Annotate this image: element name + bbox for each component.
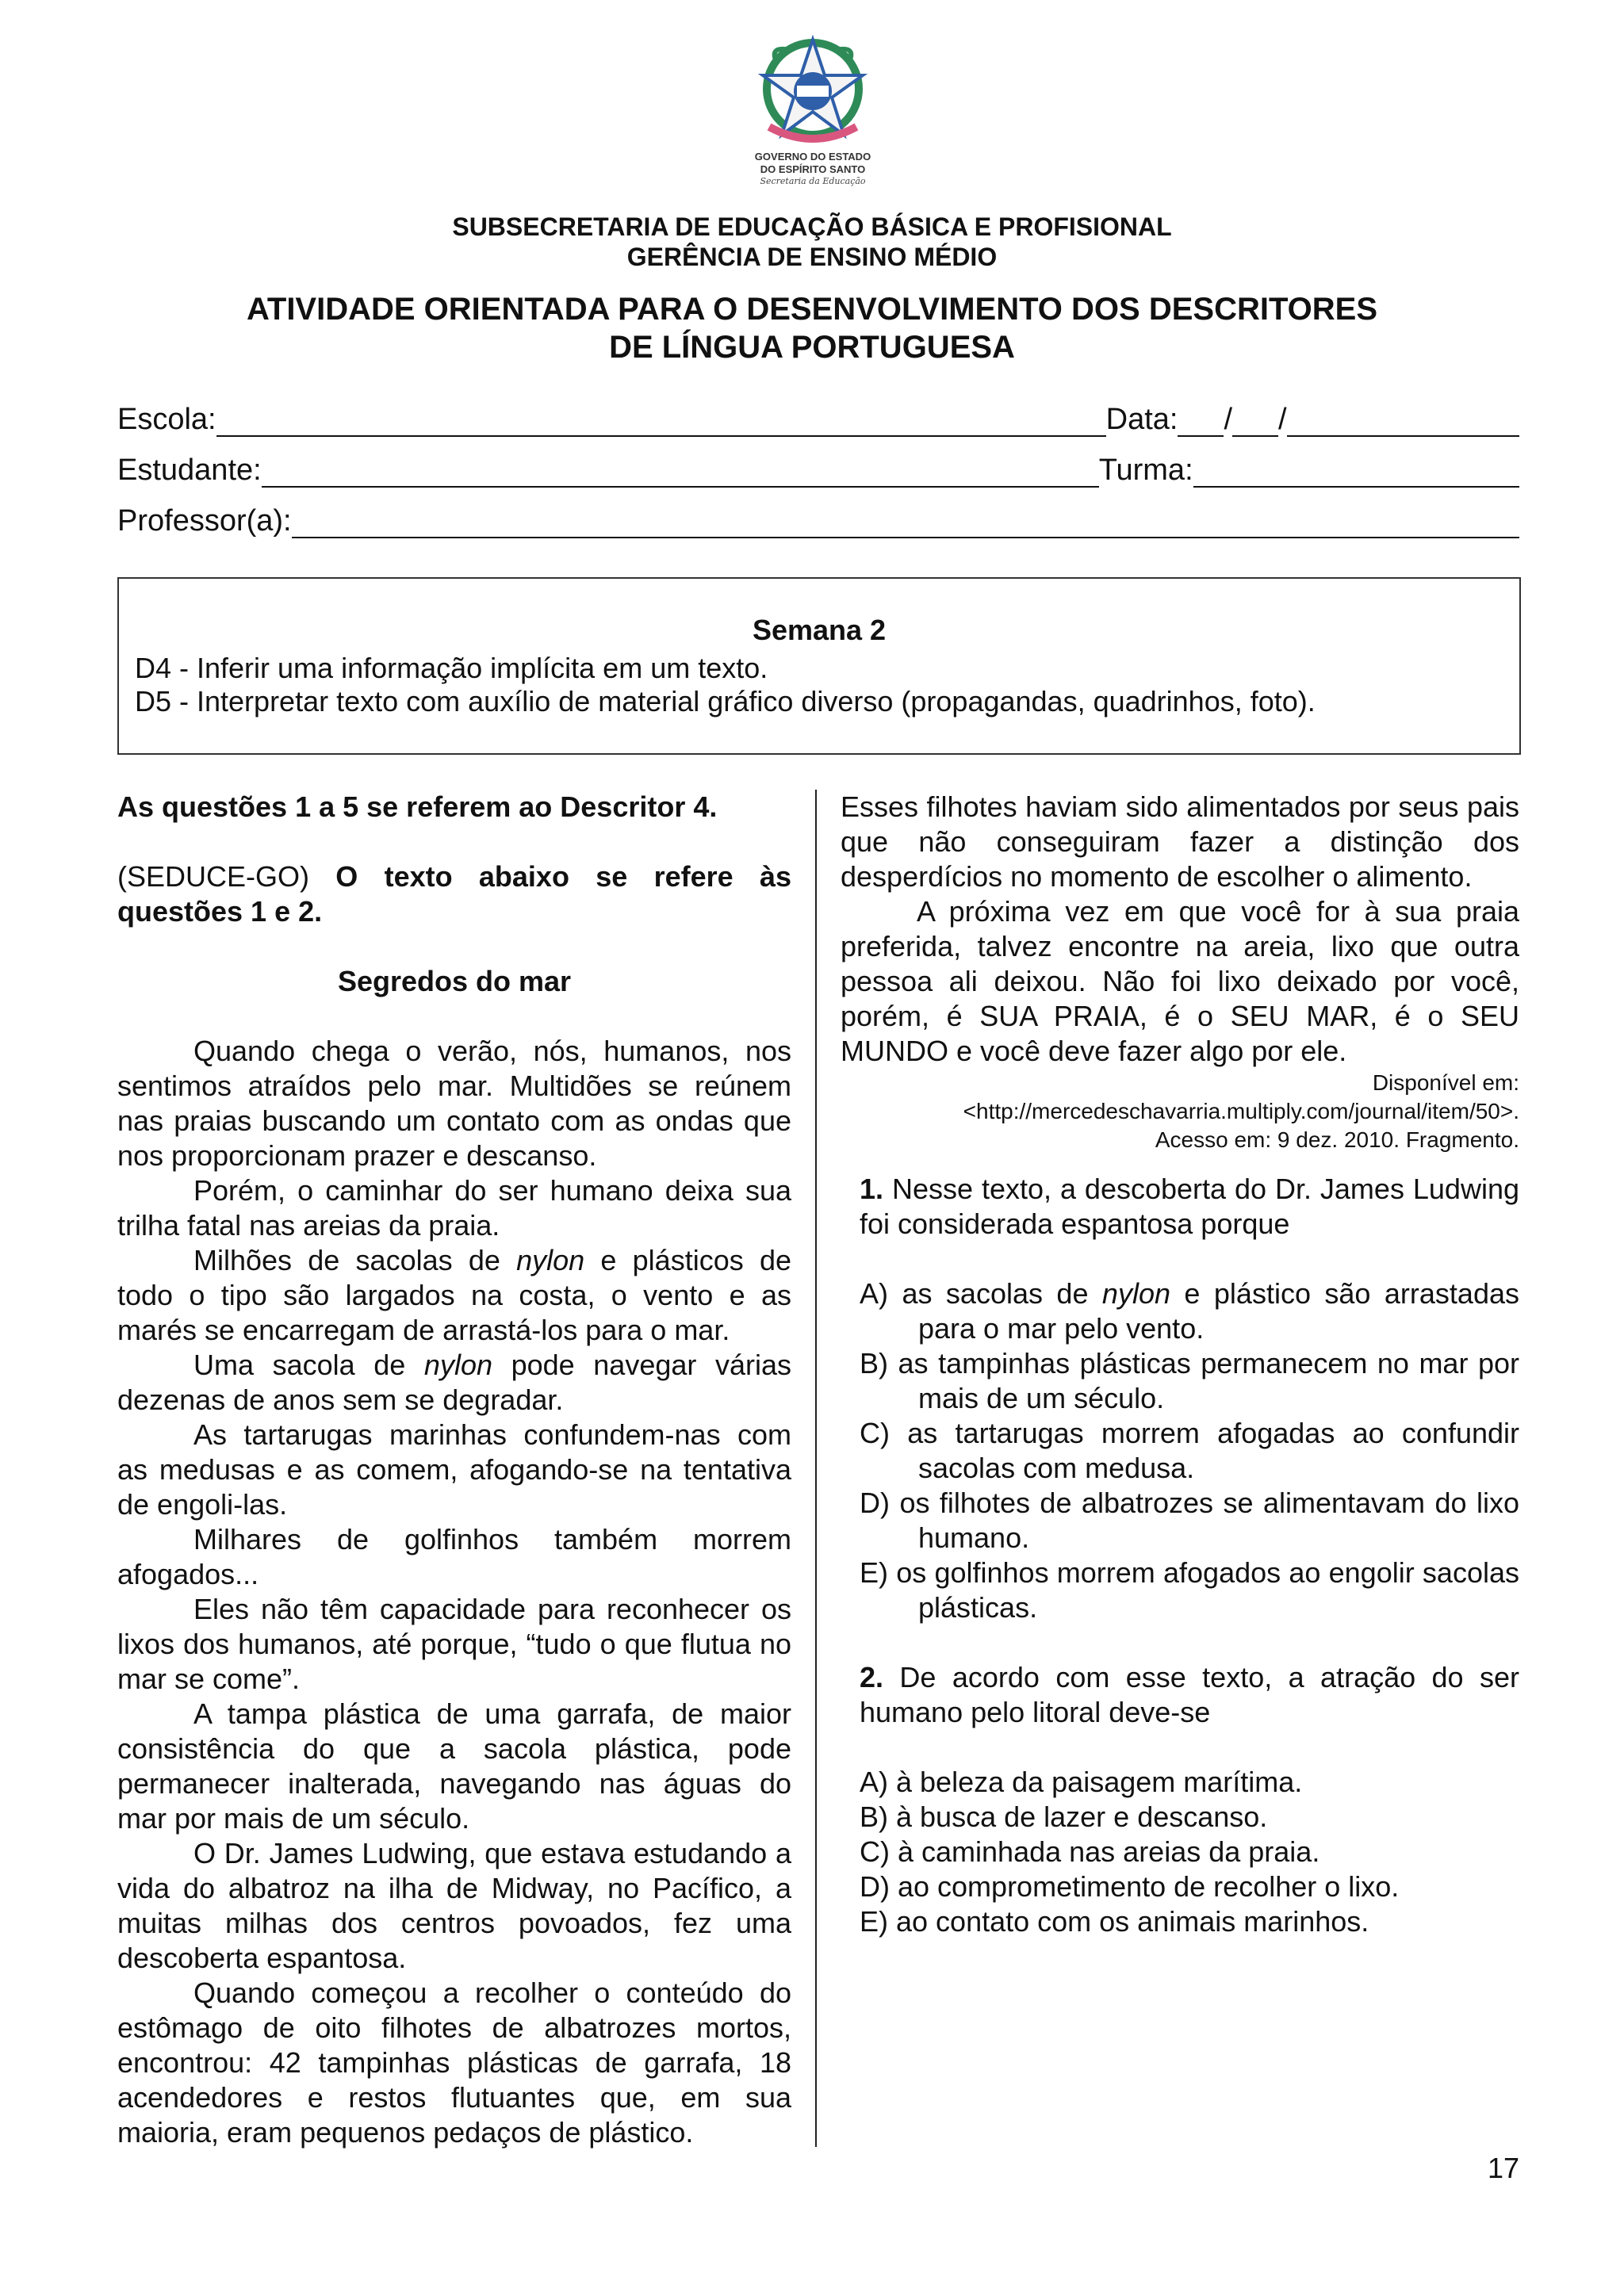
- data-label: Data:: [1105, 403, 1178, 436]
- question-1-option-a[interactable]: [860, 1276, 1519, 1346]
- text-title: Segredos do mar: [337, 965, 572, 997]
- paragraph-3: [117, 1243, 791, 1348]
- escola-field[interactable]: [216, 408, 1106, 437]
- paragraph-4-part-a: Uma sacola de: [193, 1349, 424, 1381]
- paragraph-3-part-b: e plásticos de todo o tipo são largados na costa, o vento e as marés se encarregam de arrastá-los para o mar.: [117, 1244, 791, 1346]
- form-row-professor: [117, 504, 1519, 538]
- logo-text-line1: GOVERNO DO ESTADO: [754, 151, 871, 163]
- source-prefix: (SEDUCE-GO): [117, 860, 336, 893]
- turma-field[interactable]: [1193, 459, 1519, 488]
- week-title: Semana 2: [752, 614, 887, 646]
- paragraph-1: Quando chega o verão, nós, humanos, nos sentimos atraídos pelo mar. Multidões se reúnem nas praias buscando um contato com as ondas que nos proporcionam prazer e descanso.: [117, 1035, 791, 1172]
- column-divider: [815, 790, 817, 2147]
- document-title-line2: DE LÍNGUA PORTUGUESA: [609, 330, 1015, 365]
- descriptor-intro: As questões 1 a 5 se referem ao Descritor 4.: [117, 790, 718, 823]
- question-1: [841, 1172, 1519, 1939]
- paragraph-4-part-b: pode navegar várias dezenas de anos sem se degradar.: [117, 1349, 791, 1416]
- professor-field[interactable]: [292, 510, 1519, 538]
- question-2-option-b[interactable]: B) à busca de lazer e descanso.: [860, 1800, 1268, 1833]
- option-a-part-a: A) as sacolas de: [860, 1277, 1102, 1310]
- paragraph-7: Eles não têm capacidade para reconhecer os lixos dos humanos, até porque, “tudo o que flutua no mar se come”.: [117, 1593, 791, 1695]
- paragraph-5: As tartarugas marinhas confundem-nas com as medusas e as comem, afogando-se na tentativa de engoli-las.: [117, 1418, 791, 1521]
- option-a-italic: nylon: [1101, 1277, 1170, 1310]
- option-a-part-b: e plástico são arrastadas para o mar pelo vento.: [918, 1277, 1519, 1345]
- question-1-option-d[interactable]: D) os filhotes de albatrozes se alimentavam do lixo humano.: [860, 1487, 1519, 1554]
- form-row-estudante-turma: [117, 453, 1519, 488]
- logo-text-line3: Secretaria da Educação: [760, 176, 866, 186]
- paragraph-4-italic: nylon: [423, 1349, 492, 1381]
- subsecretaria-heading: SUBSECRETARIA DE EDUCAÇÃO BÁSICA E PROFISIONAL: [452, 212, 1172, 241]
- page-number: 17: [1487, 2152, 1519, 2184]
- question-1-number: 1.: [860, 1173, 884, 1205]
- question-1-option-c[interactable]: C) as tartarugas morrem afogadas ao confundir sacolas com medusa.: [860, 1417, 1519, 1484]
- turma-label: Turma:: [1098, 453, 1193, 487]
- paragraph-3-italic: nylon: [516, 1244, 585, 1276]
- question-2-stem: [860, 1660, 1519, 1730]
- gerencia-heading: GERÊNCIA DE ENSINO MÉDIO: [626, 243, 998, 271]
- question-2-number: 2.: [860, 1661, 884, 1693]
- estudante-label: Estudante:: [117, 453, 262, 487]
- paragraph-3-part-a: Milhões de sacolas de: [193, 1244, 517, 1276]
- source-url: <http://mercedeschavarria.multiply.com/journal/item/50>.: [963, 1099, 1519, 1123]
- question-2-option-c[interactable]: C) à caminhada nas areias da praia.: [860, 1835, 1320, 1868]
- source-access-date: Acesso em: 9 dez. 2010. Fragmento.: [1155, 1127, 1519, 1152]
- date-year-field[interactable]: [1287, 408, 1519, 437]
- question-2-option-e[interactable]: E) ao contato com os animais marinhos.: [860, 1905, 1369, 1938]
- right-column: [841, 790, 1519, 1939]
- paragraph-2: Porém, o caminhar do ser humano deixa sua trilha fatal nas areias da praia.: [117, 1174, 791, 1242]
- document-title-line1: ATIVIDADE ORIENTADA PARA O DESENVOLVIMENTO DOS DESCRITORES: [246, 292, 1378, 327]
- state-coat-of-arms-icon: [753, 32, 872, 151]
- question-1-text: Nesse texto, a descoberta do Dr. James Ludwing foi considerada espantosa porque: [860, 1173, 1519, 1240]
- logo-text-line2: DO ESPÍRITO SANTO: [760, 163, 866, 175]
- professor-label: Professor(a):: [117, 504, 292, 538]
- paragraph-9: O Dr. James Ludwing, que estava estudando a vida do albatroz na ilha de Midway, no Pacífico, a muitas milhas dos centros povoados, fez uma descoberta espantosa.: [117, 1837, 791, 1974]
- estudante-field[interactable]: [262, 459, 1099, 488]
- paragraph-8: A tampa plástica de uma garrafa, de maior consistência do que a sacola plástica, pode permanecer inalterada, navegando nas águas do mar por mais de um século.: [117, 1697, 791, 1835]
- paragraph-4: [117, 1348, 791, 1418]
- descriptor-d5: D5 - Interpretar texto com auxílio de material gráfico diverso (propagandas, quadrinhos, foto).: [135, 685, 1316, 718]
- question-1-option-b[interactable]: B) as tampinhas plásticas permanecem no mar por mais de um século.: [860, 1347, 1519, 1414]
- question-2-option-d[interactable]: D) ao comprometimento de recolher o lixo.: [860, 1870, 1400, 1903]
- state-government-logo: [745, 32, 880, 210]
- question-1-option-e[interactable]: E) os golfinhos morrem afogados ao engolir sacolas plásticas.: [860, 1556, 1519, 1624]
- date-month-field[interactable]: [1232, 408, 1278, 437]
- descriptor-d4: D4 - Inferir uma informação implícita em um texto.: [135, 652, 768, 684]
- form-row-escola-data: [117, 403, 1519, 437]
- paragraph-10: Quando começou a recolher o conteúdo do estômago de oito filhotes de albatrozes mortos, encontrou: 42 tampinhas plásticas de garrafa, 18 acendedores e restos flutuantes que, em sua maioria, eram pequenos pedaços de plástico.: [117, 1976, 791, 2149]
- question-1-stem: [860, 1172, 1519, 1242]
- week-descriptor-box: [117, 577, 1521, 755]
- paragraph-6: Milhares de golfinhos também morrem afogados...: [117, 1523, 791, 1590]
- date-slash-2: /: [1278, 403, 1287, 436]
- date-day-field[interactable]: [1178, 408, 1224, 437]
- paragraph-11: Esses filhotes haviam sido alimentados por seus pais que não conseguiram fazer a distinção dos desperdícios no momento de escolher o alimento.: [841, 790, 1519, 893]
- date-slash-1: /: [1224, 403, 1233, 436]
- question-2-option-a[interactable]: A) à beleza da paisagem marítima.: [860, 1766, 1303, 1798]
- source-instruction-bold: O texto abaixo se refere às questões 1 e 2.: [117, 860, 791, 928]
- paragraph-12: A próxima vez em que você for à sua praia preferida, talvez encontre na areia, lixo que outra pessoa ali deixou. Não foi lixo deixado por você, porém, é SUA PRAIA, é o SEU MAR, é o SEU MUNDO e você deve fazer algo por ele.: [841, 895, 1519, 1067]
- source-available-at: Disponível em:: [1372, 1070, 1519, 1095]
- left-column: [117, 790, 791, 2150]
- text-source-instruction: [117, 859, 791, 929]
- escola-label: Escola:: [117, 403, 216, 436]
- question-2-text: De acordo com esse texto, a atração do ser humano pelo litoral deve-se: [860, 1661, 1519, 1728]
